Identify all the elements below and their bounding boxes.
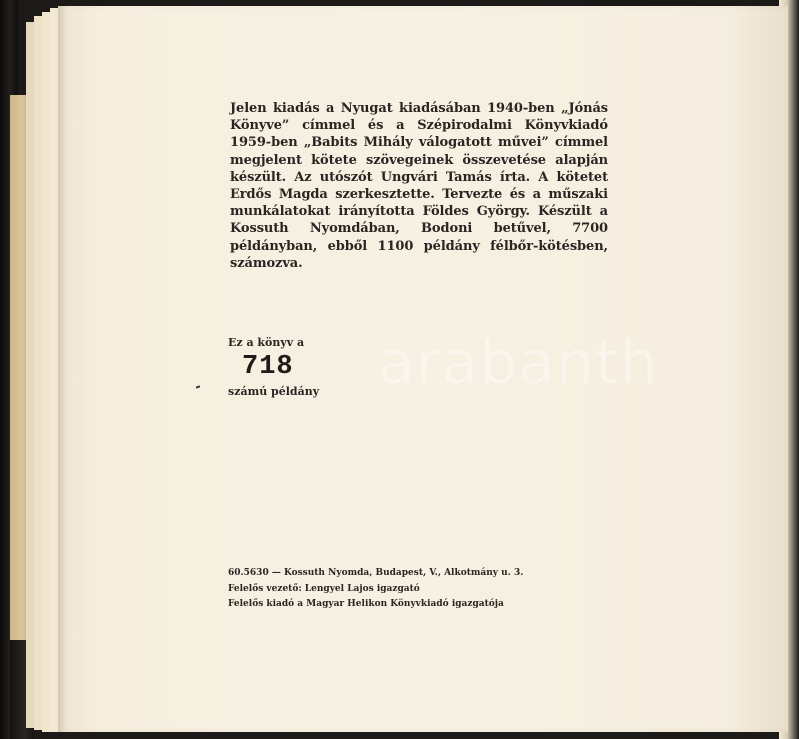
- imprint-line-publisher: Felelős kiadó a Magyar Helikon Könyvkiadó igazgatója: [228, 599, 504, 609]
- watermark-text: arabanth: [378, 328, 659, 398]
- imprint-line-printer: 60.5630 — Kossuth Nyomda, Budapest, V., Alkotmány u. 3.: [228, 568, 524, 578]
- imprint-line-manager: Felelős vezető: Lengyel Lajos igazgató: [228, 583, 420, 594]
- book-page: [58, 6, 788, 732]
- copy-label-top: Ez a könyv a: [228, 336, 305, 349]
- copy-label-bottom: számú példány: [228, 385, 320, 398]
- copy-number-block: [228, 336, 368, 399]
- ink-mark: [196, 385, 200, 388]
- colophon-paragraph: Jelen kiadás a Nyugat kiadásában 1940-ben „Jónás Könyve” címmel és a Szépirodalmi Könyvkiadó 1959-ben „Babits Mihály válogatott művei” címmel megjelent kötete szövegeinek összevetése alapján készült. Az utószót Ungvári Tamás írta. A kötetet Erdős Magda szerkesztette. Tervezte és a műszaki munkálatokat irányította Földes György. Készült a Kossuth Nyomdában, Bodoni betűvel, 7700 példányban, ebből 1100 példány félbőr-kötésben, számozva.: [230, 101, 608, 271]
- copy-number-value: 718: [242, 352, 294, 382]
- imprint-block: [228, 566, 588, 613]
